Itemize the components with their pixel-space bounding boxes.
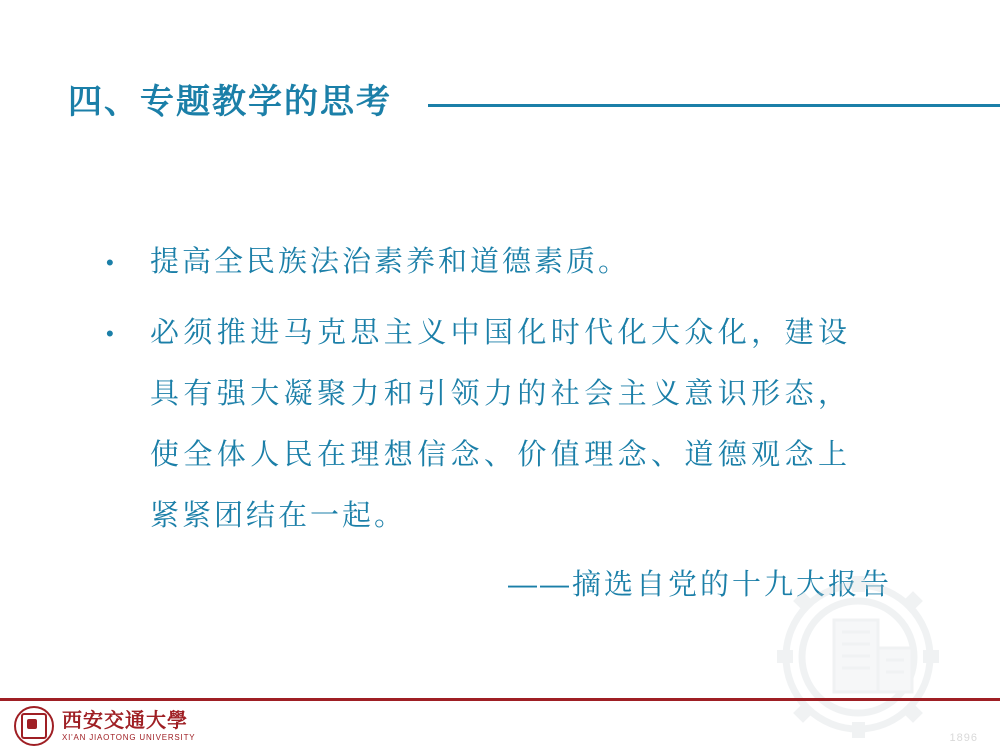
list-item-text: 提高全民族法治素养和道德素质。	[150, 246, 631, 278]
logo-name-cn: 西安交通大學	[62, 709, 188, 732]
list-item-text: 必须推进马克思主义中国化时代化大众化，建设具有强大凝聚力和引领力的社会主义意识形态，使全体人民在理想信念、价值理念、道德观念上紧紧团结在一起。	[150, 317, 850, 532]
source-attribution: ——摘选自党的十九大报告	[507, 569, 892, 601]
bullet-icon: •	[106, 250, 117, 275]
content-body	[106, 232, 906, 613]
slide-footer	[0, 698, 1000, 750]
slide-title-row	[0, 72, 1000, 132]
logo-name-en: XI'AN JIAOTONG UNIVERSITY	[62, 732, 196, 742]
list-item	[106, 232, 906, 293]
footer-divider	[0, 698, 1000, 701]
university-logo	[14, 706, 195, 746]
list-item	[106, 303, 906, 547]
title-divider	[428, 104, 1000, 107]
university-seal-icon	[14, 706, 54, 746]
logo-text-block	[62, 710, 195, 743]
founding-year: 1896	[949, 732, 978, 744]
page-title: 四、专题教学的思考	[68, 83, 392, 121]
bullet-icon: •	[106, 321, 117, 346]
